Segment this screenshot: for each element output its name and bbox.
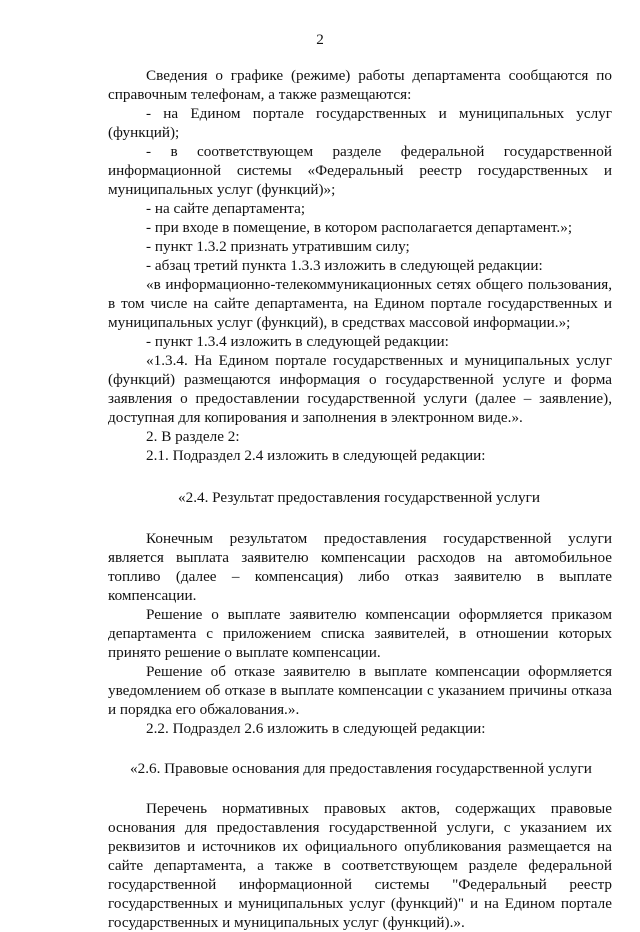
quote-clause-1-3-3: «в информационно-телекоммуникационных сетях общего пользования, в том числе на сайте департамента, на Едином портале государственных и муниципальных услуг (функций), в средствах массовой информации.»; (108, 276, 612, 331)
list-item-premises-entrance: - при входе в помещение, в котором располагается департамент.»; (146, 219, 573, 236)
list-item-clause-1-3-3: - абзац третий пункта 1.3.3 изложить в следующей редакции: (146, 257, 543, 274)
quote-clause-1-3-4: «1.3.4. На Едином портале государственных и муниципальных услуг (функций) размещаются информация о государственной услуге и форма заявления о предоставлении государственной услуги (далее – заявление), доступная для копирования и заполнения в электронном виде.». (108, 352, 612, 426)
subsection-heading-2-4: «2.4. Результат предоставления государственной услуги (178, 489, 540, 506)
page-number: 2 (316, 31, 324, 48)
list-item-clause-1-3-4: - пункт 1.3.4 изложить в следующей редакции: (146, 333, 449, 350)
list-item-department-site: - на сайте департамента; (146, 200, 306, 217)
paragraph-subsection-2-4: 2.1. Подраздел 2.4 изложить в следующей редакции: (146, 447, 486, 464)
paragraph-subsection-2-6: 2.2. Подраздел 2.6 изложить в следующей редакции: (146, 720, 486, 737)
list-item-unified-portal: - на Едином портале государственных и муниципальных услуг (функций); (108, 105, 612, 141)
list-item-clause-1-3-2: - пункт 1.3.2 признать утратившим силу; (146, 238, 410, 255)
subsection-heading-2-6: «2.6. Правовые основания для предоставления государственной услуги (130, 760, 592, 777)
paragraph-schedule-info: Сведения о графике (режиме) работы департамента сообщаются по справочным телефонам, а также размещаются: (108, 67, 612, 103)
list-item-federal-registry: - в соответствующем разделе федеральной государственной информационной системы «Федеральный реестр государственных и муниципальных услуг (функций)»; (108, 143, 612, 198)
paragraph-final-result: Конечным результатом предоставления государственной услуги является выплата заявителю компенсации расходов на автомобильное топливо (далее – компенсация) либо отказ заявителю в выплате компенсации. (108, 530, 612, 604)
document-body (108, 66, 612, 932)
paragraph-legal-basis: Перечень нормативных правовых актов, содержащих правовые основания для предоставления государственной услуги, с указанием их реквизитов и источников их официального опубликования размещается на сайте департамента, а также в соответствующем разделе федеральной государственной информационной системы "Федеральный реестр государственных и муниципальных услуг (функций)" и на Едином портале государственных и муниципальных услуг (функций).». (108, 800, 612, 931)
paragraph-payment-decision: Решение о выплате заявителю компенсации оформляется приказом департамента с приложением списка заявителей, в отношении которых принято решение о выплате компенсации. (108, 606, 612, 661)
paragraph-refusal-decision: Решение об отказе заявителю в выплате компенсации оформляется уведомлением об отказе в выплате компенсации с указанием причины отказа и порядка его обжалования.». (108, 663, 612, 718)
paragraph-section-2: 2. В разделе 2: (146, 428, 240, 445)
